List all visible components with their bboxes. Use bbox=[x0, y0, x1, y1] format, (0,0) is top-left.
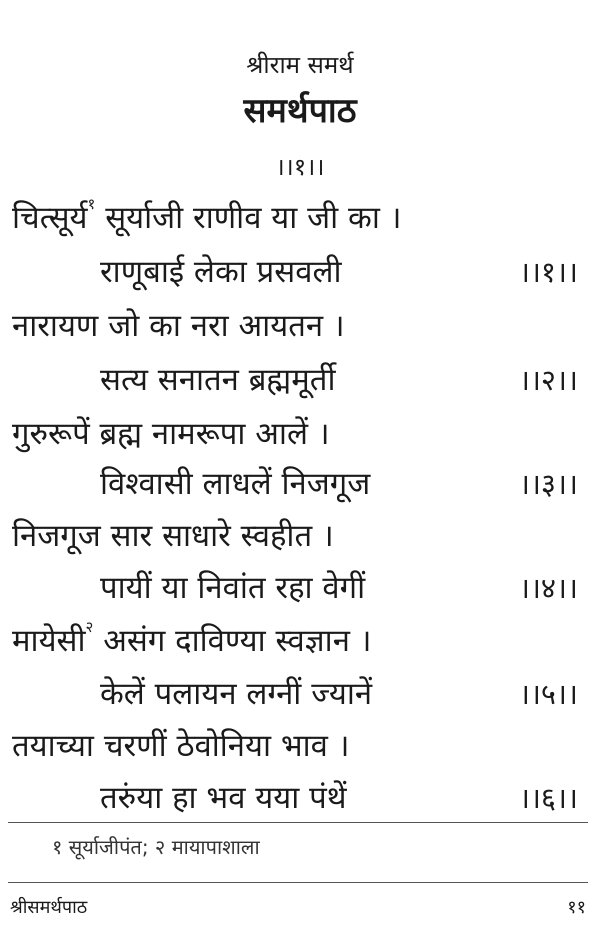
verse-text: तरुंया हा भव यया पंथें bbox=[100, 780, 347, 816]
running-footer-title: श्रीसमर्थपाठ bbox=[10, 897, 88, 918]
page-number: ११ bbox=[567, 897, 586, 918]
footnote-divider bbox=[8, 822, 588, 823]
verse-text: नारायण जो का नरा आयतन । bbox=[12, 308, 345, 344]
verse-text: तयाच्या चरणीं ठेवोनिया भाव । bbox=[12, 728, 350, 764]
verse-text: चित्सूर्य$^१$ सूर्याजी राणीव या जी का । bbox=[12, 195, 402, 236]
verse-number: ।।२।। bbox=[518, 363, 578, 397]
invocation-heading: श्रीराम समर्थ bbox=[246, 51, 354, 79]
verse-number: ।।३।। bbox=[518, 467, 578, 501]
verse-text: विश्वासी लाधलें निजगूज bbox=[100, 466, 371, 502]
verse-number: ।।४।। bbox=[518, 571, 578, 605]
verse-text: राणूबाई लेका प्रसवली bbox=[100, 254, 342, 290]
verse-text: निजगूज सार साधारे स्वहीत । bbox=[12, 518, 334, 554]
verse-number: ।।५।। bbox=[518, 677, 578, 711]
verse-text: सत्य सनातन ब्रह्ममूर्ती bbox=[100, 362, 336, 398]
footnote-text: १ सूर्याजीपंत; २ मायापाशाला bbox=[52, 835, 260, 859]
verse-text: पायीं या निवांत रहा वेगीं bbox=[100, 570, 366, 606]
verse-text: मायेसी$^२$ असंग दाविण्या स्वज्ञान । bbox=[12, 618, 372, 659]
footnote-marker: १ bbox=[87, 195, 96, 213]
footnote-marker: २ bbox=[85, 618, 94, 636]
section-number: ।।१।। bbox=[275, 153, 325, 181]
verse-number: ।।६।। bbox=[518, 781, 578, 815]
verse-text: गुरुरूपें ब्रह्म नामरूपा आलें । bbox=[12, 416, 330, 452]
footer-divider bbox=[8, 882, 588, 883]
verse-number: ।।१।। bbox=[518, 255, 578, 289]
verse-text: केलें पलायन लग्नीं ज्यानें bbox=[100, 676, 373, 712]
page-title: समर्थपाठ bbox=[243, 91, 357, 131]
